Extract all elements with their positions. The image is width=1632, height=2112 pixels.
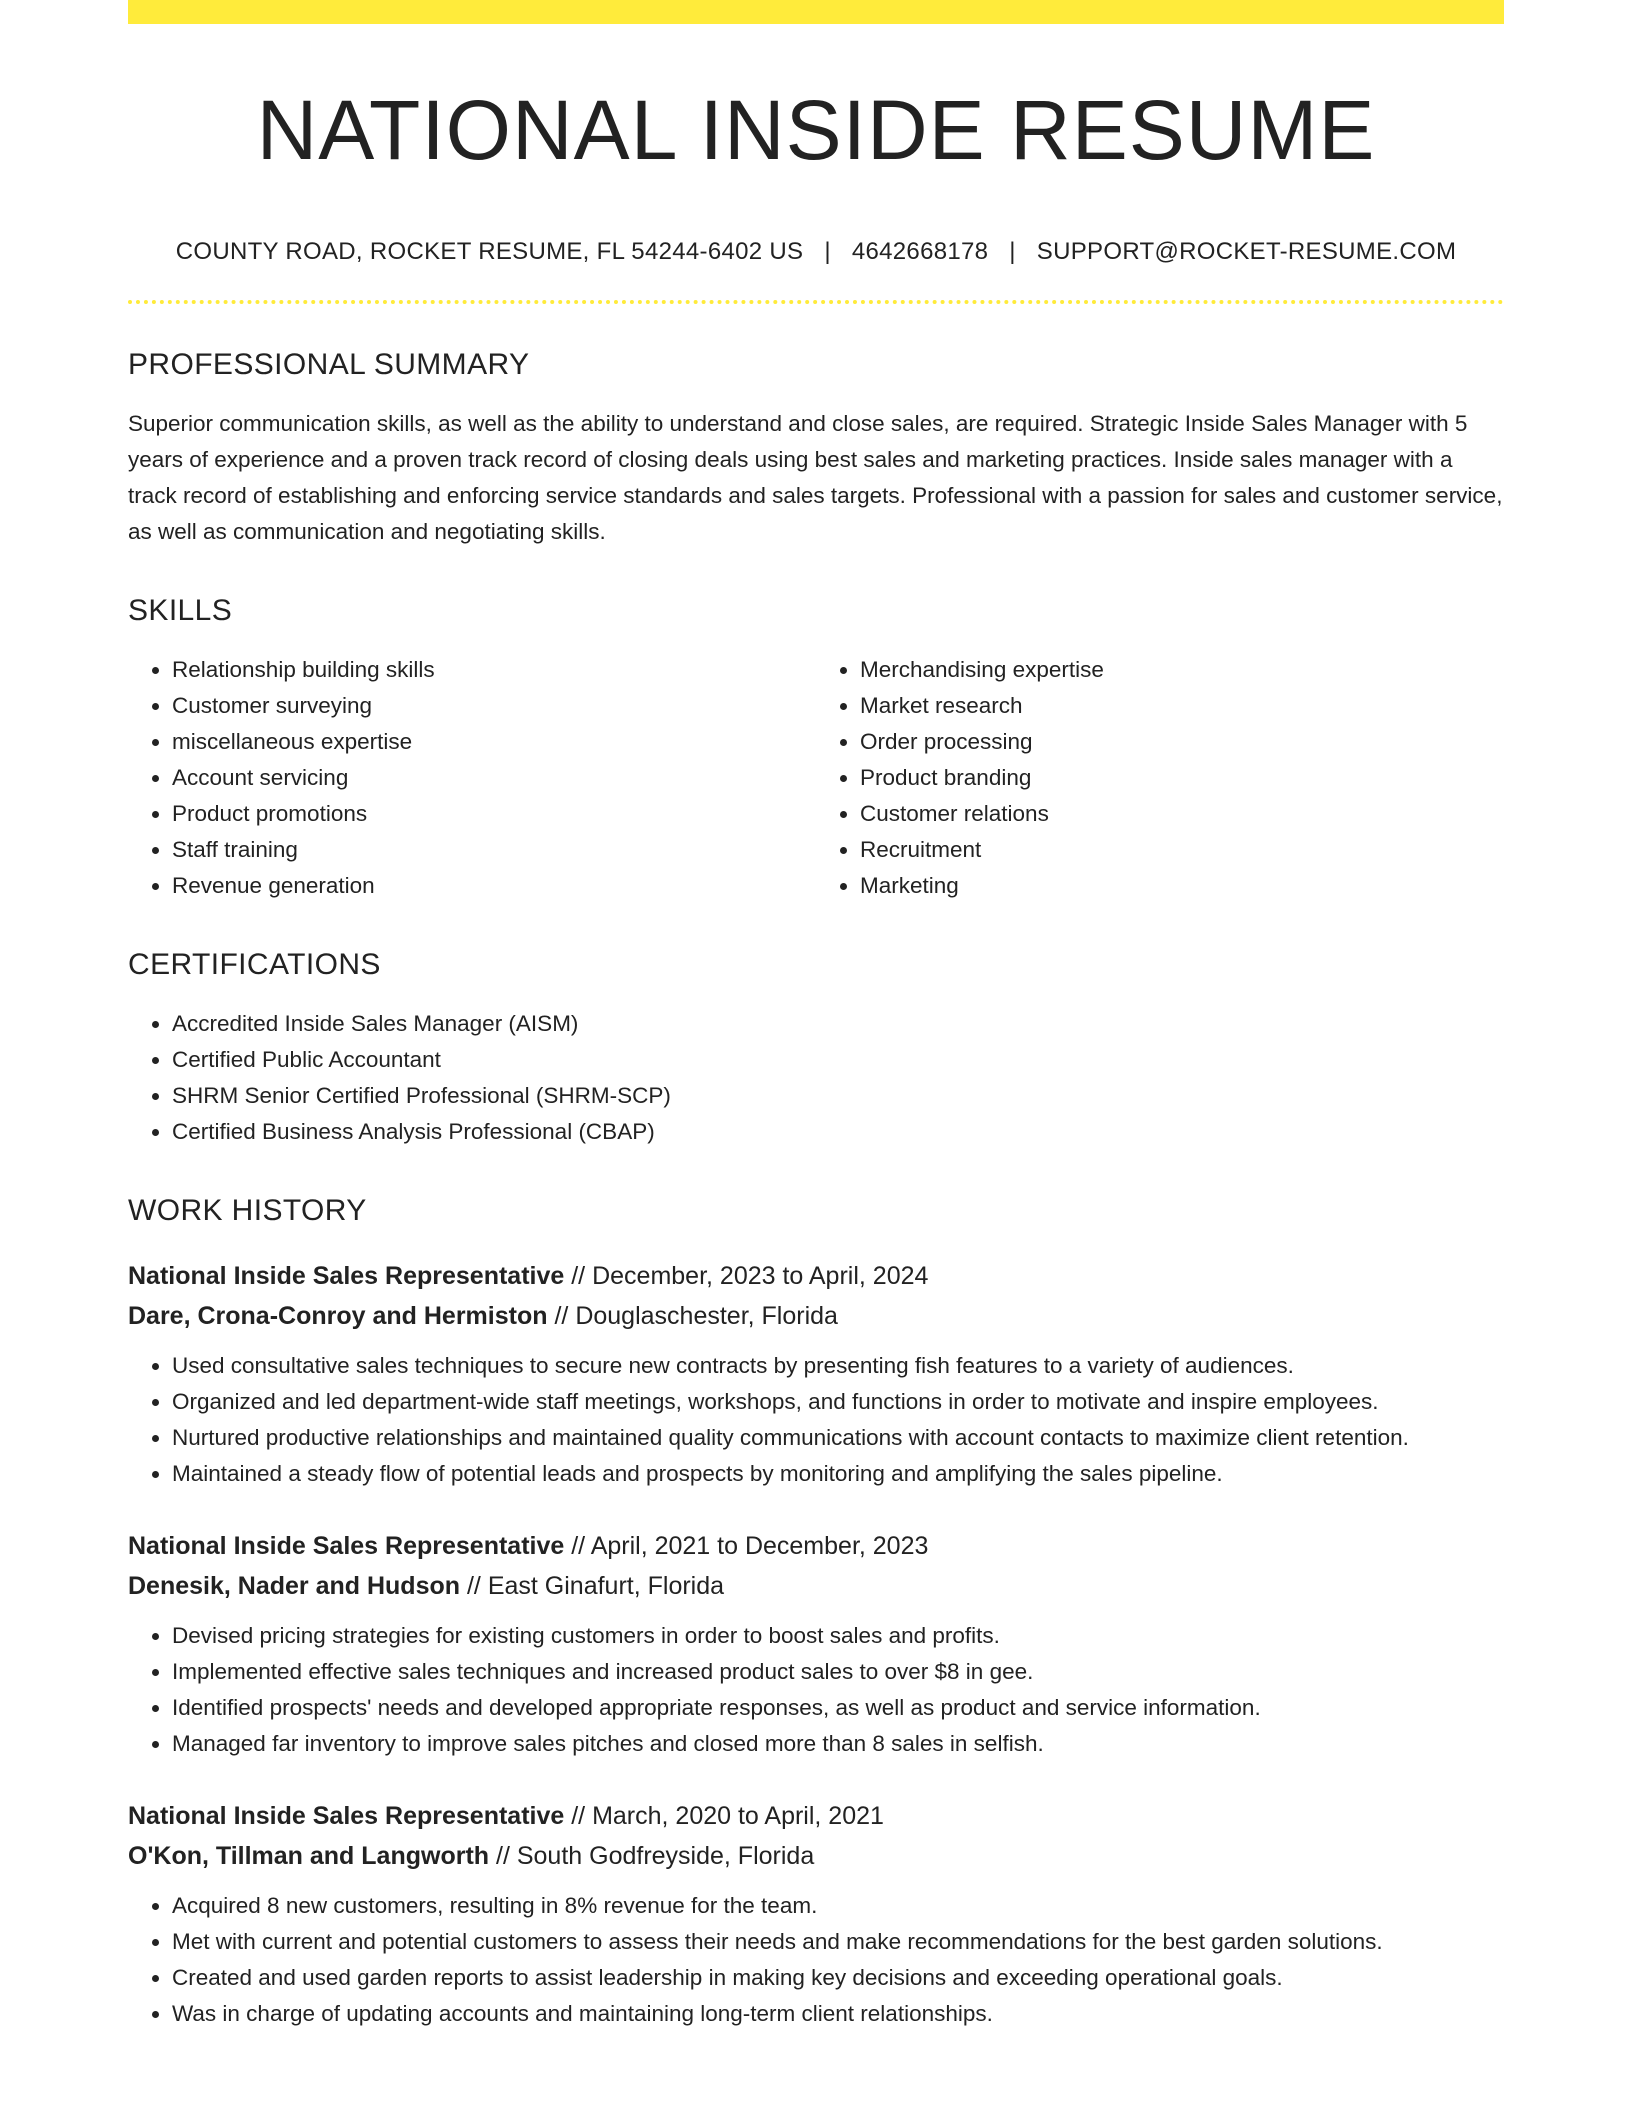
skill-item: • Customer surveying [172, 688, 816, 724]
certifications-list [128, 1006, 1504, 1150]
contact-line [128, 238, 1504, 266]
work-history-heading: WORK HISTORY [128, 1194, 367, 1228]
certification-item: • Certified Public Accountant [172, 1042, 1504, 1078]
contact-email: SUPPORT@ROCKET-RESUME.COM [1036, 238, 1457, 266]
job-dates: April, 2021 to December, 2023 [590, 1532, 929, 1561]
job-company: Denesik, Nader and Hudson [128, 1572, 461, 1601]
skill-item: • miscellaneous expertise [172, 724, 816, 760]
skill-item: • Marketing [860, 868, 1504, 904]
job-bullet: • Met with current and potential customers to assess their needs and make recommendations for the best garden solutions. [172, 1924, 1504, 1960]
summary-text: Superior communication skills, as well as the ability to understand and close sales, are required. Strategic Inside Sales Manager with 5 years of experience and a proven track record of closing deals using best sales and marketing practices. Inside sales manager with a track record of establishing and enforcing service standards and sales targets. Professional with a passion for sales and customer service, as well as communication and negotiating skills. [128, 411, 1503, 545]
job-bullet: • Acquired 8 new customers, resulting in 8% revenue for the team. [172, 1888, 1504, 1924]
dotted-divider [128, 300, 1504, 304]
job-bullet: • Created and used garden reports to assist leadership in making key decisions and exceeding operational goals. [172, 1960, 1504, 1996]
job-role: National Inside Sales Representative [128, 1802, 565, 1831]
job-bullet: • Organized and led department-wide staff meetings, workshops, and functions in order to motivate and inspire employees. [172, 1384, 1504, 1420]
job-title-line [128, 1526, 1504, 1566]
job-bullet: • Was in charge of updating accounts and maintaining long-term client relationships. [172, 1996, 1504, 2032]
job-bullet: • Nurtured productive relationships and maintained quality communications with account contacts to maximize client retention. [172, 1420, 1504, 1456]
skill-item: • Order processing [860, 724, 1504, 760]
skills-heading: SKILLS [128, 594, 233, 628]
job-bullet: • Identified prospects' needs and developed appropriate responses, as well as product and service information. [172, 1690, 1504, 1726]
skill-item: • Product promotions [172, 796, 816, 832]
certification-item: • Accredited Inside Sales Manager (AISM) [172, 1006, 1504, 1042]
job-location: Douglaschester, Florida [575, 1302, 838, 1331]
contact-phone: 4642668178 [851, 238, 989, 266]
job-entry [128, 1796, 1504, 2032]
job-delimiter: // [564, 1262, 593, 1291]
summary-heading: PROFESSIONAL SUMMARY [128, 348, 530, 382]
job-bullet: • Managed far inventory to improve sales pitches and closed more than 8 sales in selfish. [172, 1726, 1504, 1762]
skills-column-right [816, 652, 1504, 904]
job-delimiter: // [489, 1842, 517, 1871]
job-company-line [128, 1296, 1504, 1336]
job-title-line [128, 1796, 1504, 1836]
job-delimiter: // [460, 1572, 488, 1601]
job-title-line [128, 1256, 1504, 1296]
job-company: Dare, Crona-Conroy and Hermiston [128, 1302, 548, 1331]
job-delimiter: // [564, 1532, 591, 1561]
skill-item: • Customer relations [860, 796, 1504, 832]
skill-item: • Recruitment [860, 832, 1504, 868]
contact-separator: | [1009, 238, 1016, 266]
skills-column-left [128, 652, 816, 904]
contact-separator: | [824, 238, 831, 266]
job-role: National Inside Sales Representative [128, 1262, 565, 1291]
job-location: East Ginafurt, Florida [487, 1572, 725, 1601]
job-dates: December, 2023 to April, 2024 [592, 1262, 929, 1291]
skill-item: • Relationship building skills [172, 652, 816, 688]
job-bullets [128, 1348, 1504, 1492]
job-entry [128, 1526, 1504, 1762]
skill-item: • Market research [860, 688, 1504, 724]
job-role: National Inside Sales Representative [128, 1532, 565, 1561]
certification-item: • SHRM Senior Certified Professional (SHRM-SCP) [172, 1078, 1504, 1114]
job-bullets [128, 1888, 1504, 2032]
job-bullet: • Maintained a steady flow of potential leads and prospects by monitoring and amplifying the sales pipeline. [172, 1456, 1504, 1492]
job-location: South Godfreyside, Florida [516, 1842, 815, 1871]
job-company-line [128, 1836, 1504, 1876]
resume-name: NATIONAL INSIDE RESUME [256, 83, 1376, 177]
job-bullet: • Used consultative sales techniques to secure new contracts by presenting fish features to a variety of audiences. [172, 1348, 1504, 1384]
job-bullets [128, 1618, 1504, 1762]
certifications-heading: CERTIFICATIONS [128, 948, 381, 982]
job-delimiter: // [564, 1802, 593, 1831]
job-bullet: • Devised pricing strategies for existing customers in order to boost sales and profits. [172, 1618, 1504, 1654]
skill-item: • Revenue generation [172, 868, 816, 904]
job-dates: March, 2020 to April, 2021 [592, 1802, 884, 1831]
resume-page [128, 0, 1504, 2032]
job-bullet: • Implemented effective sales techniques and increased product sales to over $8 in gee. [172, 1654, 1504, 1690]
job-company: O'Kon, Tillman and Langworth [128, 1842, 490, 1871]
job-delimiter: // [547, 1302, 576, 1331]
skills-list [128, 652, 1504, 904]
contact-address: COUNTY ROAD, ROCKET RESUME, FL 54244-6402 US [175, 238, 804, 266]
skill-item: • Merchandising expertise [860, 652, 1504, 688]
job-company-line [128, 1566, 1504, 1606]
job-entry [128, 1256, 1504, 1492]
skill-item: • Staff training [172, 832, 816, 868]
skill-item: • Account servicing [172, 760, 816, 796]
certification-item: • Certified Business Analysis Professional (CBAP) [172, 1114, 1504, 1150]
skill-item: • Product branding [860, 760, 1504, 796]
accent-top-bar [128, 0, 1504, 24]
